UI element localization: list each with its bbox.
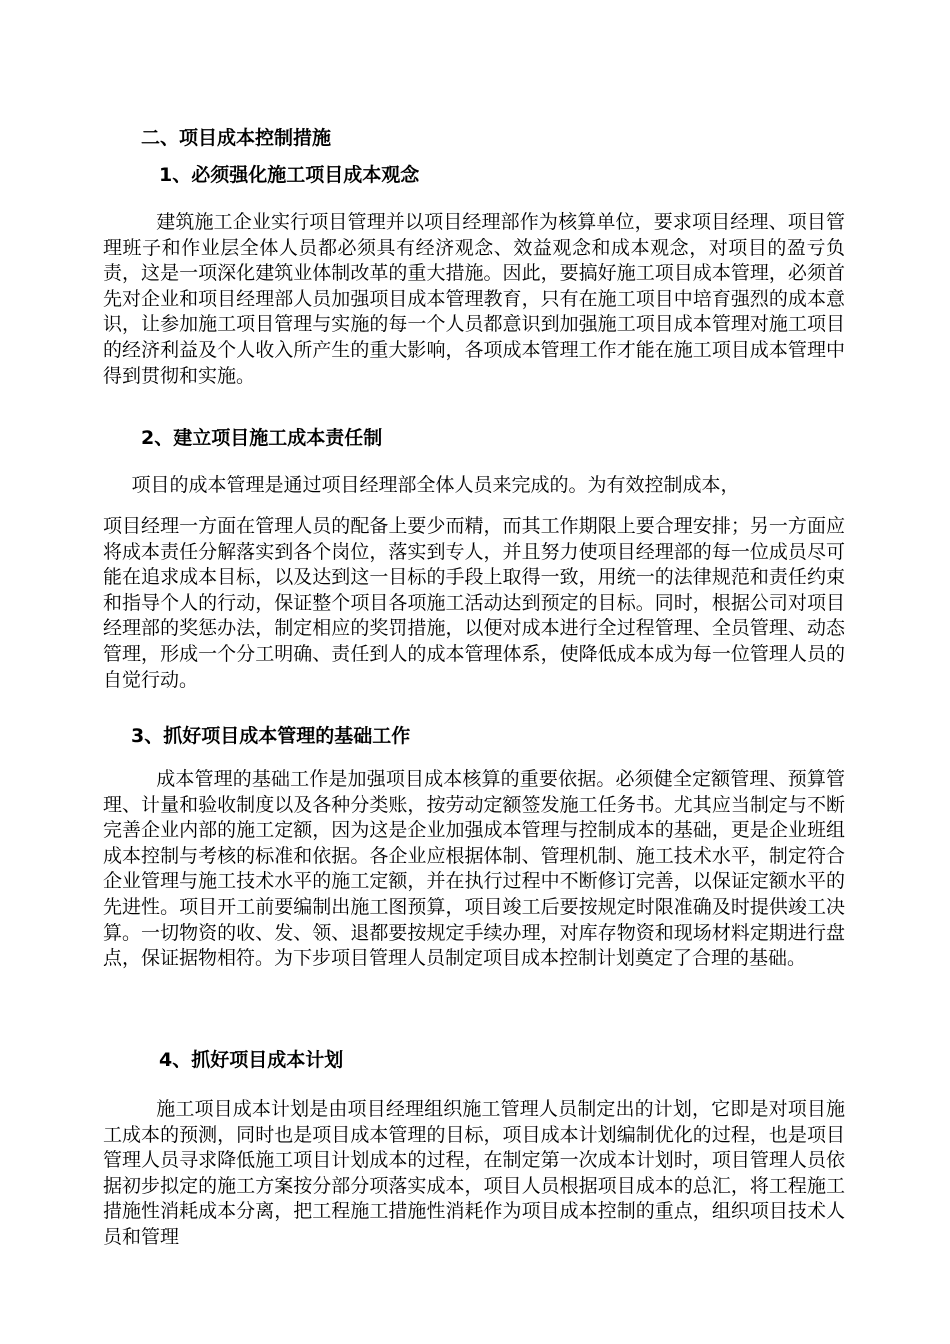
subsection-2-paragraph: 项目经理一方面在管理人员的配备上要少而精，而其工作期限上要合理安排；另一方面应将成本责任分解落实到各个岗位，落实到专人，并且努力使项目经理部的每一位成员尽可能在追求成本目标，以及达到这一目标的手段上取得一致，用统一的法律规范和责任约束和指导个人的行动，保证整个项目各项施工活动达到预定的目标。同时，根据公司对项目经理部的奖惩办法，制定相应的奖罚措施，以便对成本进行全过程管理、全员管理、动态管理，形成一个分工明确、责任到人的成本管理体系，使降低成本成为每一位管理人员的自觉行动。 xyxy=(103,515,845,691)
subsection-2-heading: 2、建立项目施工成本责任制 xyxy=(141,427,383,449)
subsection-4-heading: 4、抓好项目成本计划 xyxy=(159,1049,344,1071)
subsection-4-paragraph: 施工项目成本计划是由项目经理组织施工管理人员制定出的计划，它即是对项目施工成本的预测，同时也是项目成本管理的目标，项目成本计划编制优化的过程，也是项目管理人员寻求降低施工项目计划成本的过程，在制定第一次成本计划时，项目管理人员依据初步拟定的施工方案按分部分项落实成本，项目人员根据项目成本的总汇，将工程施工措施性消耗成本分离，把工程施工措施性消耗作为项目成本控制的重点，组织项目技术人员和管理 xyxy=(103,1098,845,1248)
subsection-1-heading: 1、必须强化施工项目成本观念 xyxy=(159,164,420,186)
subsection-3-paragraph: 成本管理的基础工作是加强项目成本核算的重要依据。必须健全定额管理、预算管理、计量和验收制度以及各种分类账，按劳动定额签发施工任务书。尤其应当制定与不断完善企业内部的施工定额，因为这是企业加强成本管理与控制成本的基础，更是企业班组成本控制与考核的标准和依据。各企业应根据体制、管理机制、施工技术水平，制定符合企业管理与施工技术水平的施工定额，并在执行过程中不断修订完善，以保证定额水平的先进性。项目开工前要编制出施工图预算，项目竣工后要按规定时限准确及时提供竣工决算。一切物资的收、发、领、退都要按规定手续办理，对库存物资和现场材料定期进行盘点，保证据物相符。为下步项目管理人员制定项目成本控制计划奠定了合理的基础。 xyxy=(103,768,845,970)
subsection-2-paragraph-intro: 项目的成本管理是通过项目经理部全体人员来完成的。为有效控制成本， xyxy=(131,474,740,496)
section-heading: 二、项目成本控制措施 xyxy=(141,127,332,149)
subsection-1-paragraph: 建筑施工企业实行项目管理并以项目经理部作为核算单位，要求项目经理、项目管理班子和作业层全体人员都必须具有经济观念、效益观念和成本观念，对项目的盈亏负责，这是一项深化建筑业体制改革的重大措施。因此，要搞好施工项目成本管理，必须首先对企业和项目经理部人员加强项目成本管理教育，只有在施工项目中培育强烈的成本意识，让参加施工项目管理与实施的每一个人员都意识到加强施工项目成本管理对施工项目的经济利益及个人收入所产生的重大影响，各项成本管理工作才能在施工项目成本管理中得到贯彻和实施。 xyxy=(103,211,845,387)
subsection-3-heading: 3、抓好项目成本管理的基础工作 xyxy=(131,725,411,747)
